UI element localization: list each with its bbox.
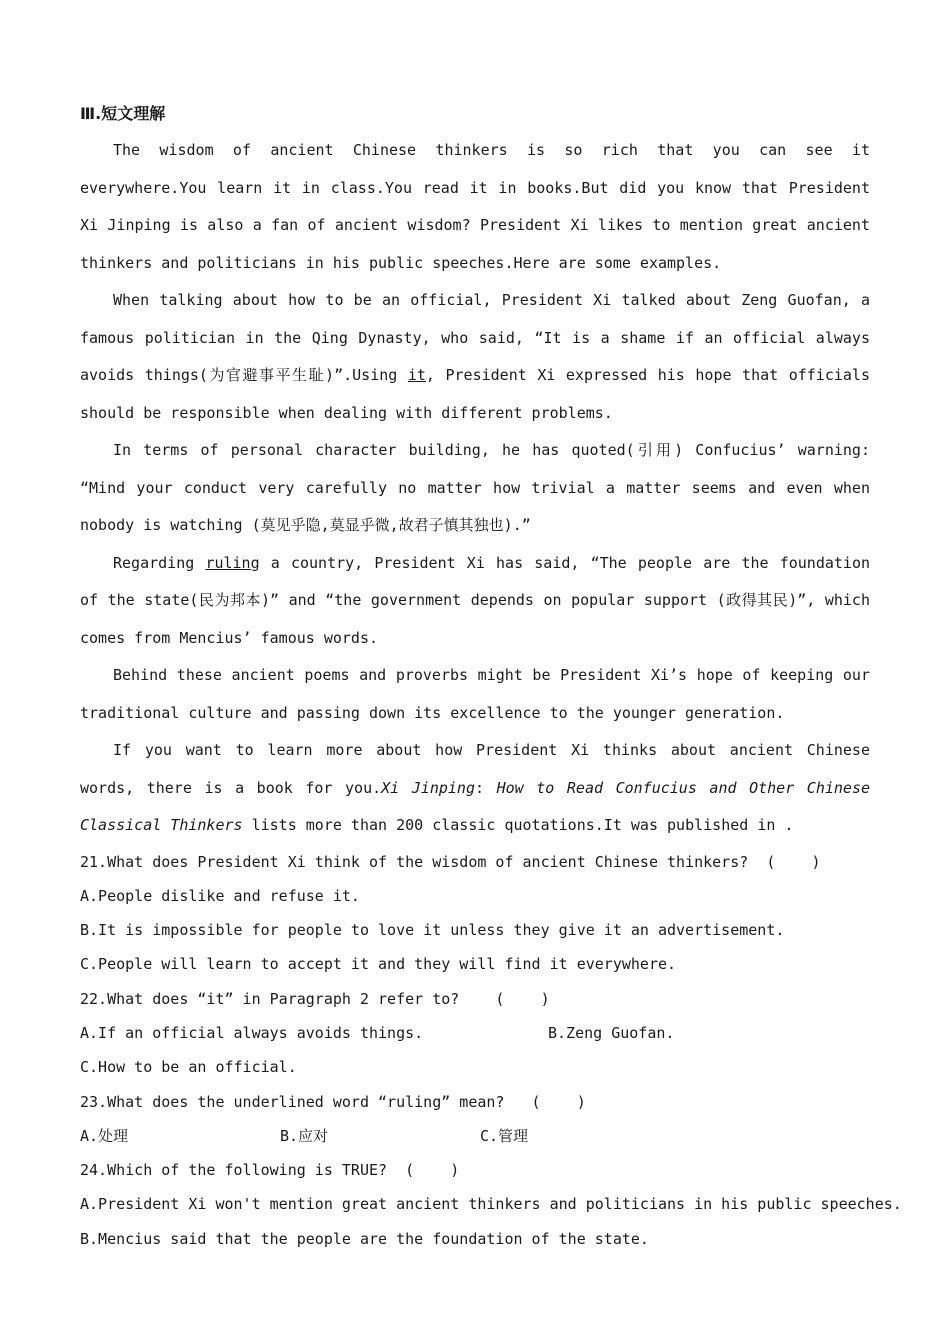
passage-paragraph-3: In terms of personal character building, he has quoted(引用) Confucius’ warning: “Mind your conduct very carefully no matter how trivial a matter seems and even when nobody is watching (莫见乎隐,莫显乎微,故君子慎其独也).” (80, 441, 870, 534)
option-c: C.How to be an official. (80, 1058, 297, 1077)
question-stem: 22.What does “it” in Paragraph 2 refer to? ( ) (80, 989, 550, 1008)
option-b: B.应对 (280, 1126, 329, 1145)
passage-paragraph-6 (80, 732, 870, 845)
passage-paragraph-2 (80, 282, 870, 432)
paragraph-6-text-end: lists more than 200 classic quotations.It was published in . (242, 816, 794, 834)
option-c: C.管理 (480, 1126, 529, 1145)
paragraph-2-text-end: , President Xi expressed his hope that officials should be responsible when dealing with different problems. (80, 366, 870, 422)
question-stem: 23.What does the underlined word “ruling” mean? ( ) (80, 1092, 586, 1111)
option-a: A.President Xi won't mention great ancient thinkers and politicians in his public speeches. (80, 1195, 902, 1214)
underlined-word-ruling: ruling (205, 553, 260, 572)
question-21 (80, 845, 870, 982)
question-stem: 21.What does President Xi think of the wisdom of ancient Chinese thinkers? ( ) (80, 852, 821, 871)
paragraph-4-text-end: a country, President Xi has said, “The people are the foundation of the state(民为邦本)” and “the government depends on popular support (政得其民)”, which comes from Mencius’ famous words. (80, 553, 870, 647)
options-row (80, 1016, 870, 1050)
paragraph-4-text-start: Regarding (113, 553, 206, 572)
option-a: A.People dislike and refuse it. (80, 886, 360, 905)
book-title-main: How to Read Confucius and Other Chinese Classical Thinkers (80, 778, 871, 834)
question-23 (80, 1085, 870, 1154)
question-24 (80, 1153, 902, 1256)
section-title: Ⅲ.短文理解 (80, 104, 166, 123)
passage-paragraph-1: The wisdom of ancient Chinese thinkers is so rich that you can see it everywhere.You learn it in class.You read it in books.But did you know that President Xi Jinping is also a fan of ancient wisdom? President Xi likes to mention great ancient thinkers and politicians in his public speeches.Here are some examples. (80, 141, 870, 272)
option-b: B.Mencius said that the people are the foundation of the state. (80, 1229, 649, 1248)
passage-paragraph-5: Behind these ancient poems and proverbs might be President Xi’s hope of keeping our traditional culture and passing down its excellence to the younger generation. (80, 666, 870, 722)
underlined-word-it: it (407, 366, 426, 384)
options-row (80, 1119, 870, 1153)
book-title-author: Xi Jinping (381, 778, 475, 797)
passage-paragraph-4 (80, 545, 870, 658)
question-22 (80, 982, 870, 1085)
question-stem: 24.Which of the following is TRUE? ( ) (80, 1161, 460, 1180)
option-b: B.It is impossible for people to love it unless they give it an advertisement. (80, 921, 785, 940)
option-a: A.If an official always avoids things. (80, 1023, 424, 1042)
paragraph-6-text-start: If you want to learn more about how President Xi thinks about ancient Chinese words, there is a book for you. (80, 741, 870, 797)
option-a: A.处理 (80, 1126, 129, 1145)
option-b: B.Zeng Guofan. (548, 1023, 675, 1042)
book-title-colon: : (475, 778, 497, 797)
paragraph-2-text-start: When talking about how to be an official, President Xi talked about Zeng Guofan, a famous politician in the Qing Dynasty, who said, “It is a shame if an official always avoids things(为官避事平生耻)”.Using (80, 291, 870, 384)
option-c: C.People will learn to accept it and they will find it everywhere. (80, 955, 677, 974)
